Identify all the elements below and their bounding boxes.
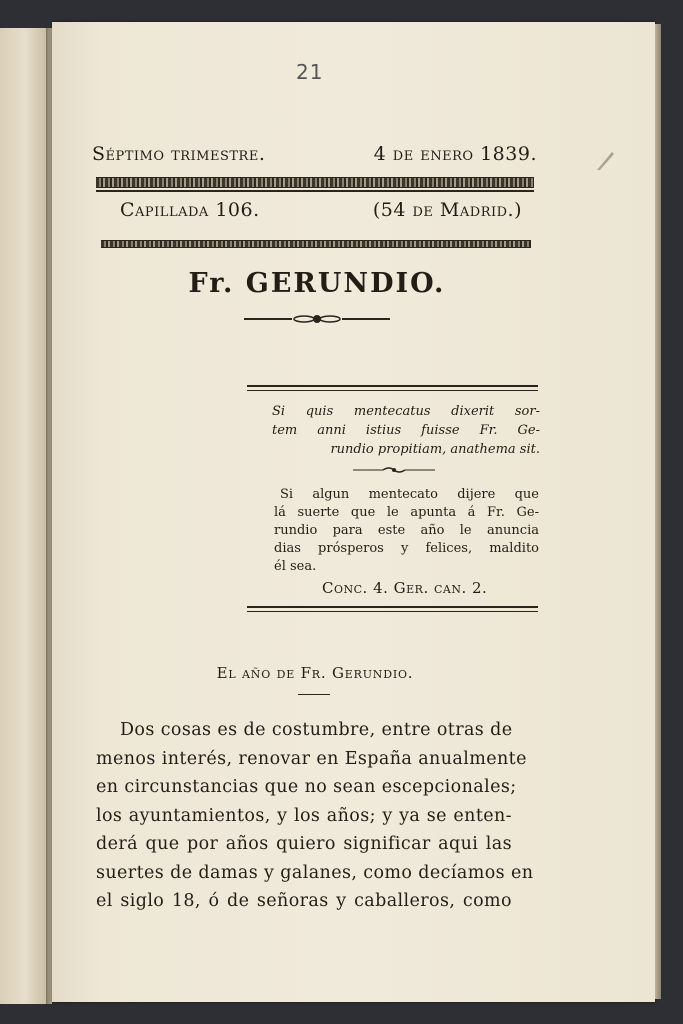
- spanish-line: rundio para este año le anuncia: [274, 523, 539, 538]
- spanish-line: él sea.: [274, 559, 317, 574]
- page-number: 21: [296, 60, 324, 84]
- chapter-line: [120, 199, 522, 221]
- epigraph-latin: [272, 402, 540, 459]
- madrid-number: (54 de Madrid.): [372, 199, 522, 221]
- body-line: Dos cosas es de costumbre, entre otras de: [120, 720, 513, 740]
- epigraph-rule-top-thin: [247, 390, 538, 391]
- chapter-rule: [101, 240, 531, 248]
- latin-line: Si quis mentecatus dixerit sor-: [272, 404, 540, 419]
- spanish-line: Si algun mentecato dijere que: [280, 487, 539, 502]
- body-line: los ayuntamientos, y los años; y ya se enten-: [96, 805, 512, 826]
- latin-line: rundio propitiam, anathema sit.: [330, 442, 540, 457]
- issue-date: 4 de enero 1839.: [373, 143, 537, 165]
- issue-header: [92, 143, 537, 165]
- spanish-line: dias prósperos y felices, maldito: [274, 541, 539, 556]
- epigraph-rule-bottom-thin: [247, 611, 538, 612]
- body-line: derá que por años quiero significar aqui las: [96, 834, 512, 854]
- epigraph-rule-bottom: [247, 606, 538, 608]
- latin-line: tem anni istius fuisse Fr. Ge-: [272, 423, 540, 438]
- body-paragraph: [96, 716, 534, 916]
- body-line: menos interés, renovar en España anualmente: [96, 748, 527, 769]
- chapter-number: Capillada 106.: [120, 199, 260, 221]
- epigraph-citation: Conc. 4. Ger. can. 2.: [322, 579, 488, 597]
- ornament-divider: [244, 312, 390, 326]
- small-ornament: [353, 466, 435, 474]
- pencil-mark: [594, 148, 616, 172]
- left-page-edge: [0, 28, 47, 1004]
- epigraph-spanish: [274, 486, 539, 576]
- body-line: en circunstancias que no sean escepcionales;: [96, 777, 517, 797]
- spanish-line: lá suerte que le apunta á Fr. Ge-: [274, 505, 539, 520]
- trimester-label: Séptimo trimestre.: [92, 143, 266, 165]
- header-rule-top: [96, 177, 534, 188]
- body-line: el siglo 18, ó de señoras y caballeros, como: [96, 891, 512, 911]
- epigraph-rule-top: [247, 385, 538, 387]
- section-title: El año de Fr. Gerundio.: [216, 664, 414, 682]
- page-edge-shadow: [655, 24, 661, 999]
- masthead-title: Fr. GERUNDIO.: [188, 268, 446, 299]
- header-rule-thin: [96, 190, 534, 192]
- body-line: suertes de damas y galanes, como decíamos en: [96, 862, 534, 883]
- section-rule: [298, 694, 330, 695]
